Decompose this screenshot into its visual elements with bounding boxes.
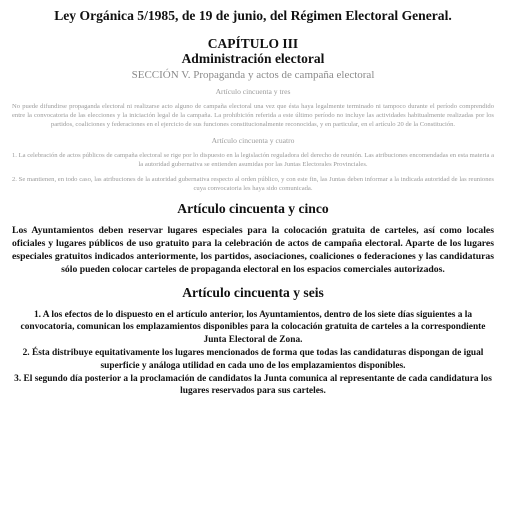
article-53-paragraph: No puede difundirse propaganda electoral ni realizarse acto alguno de campaña electoral una vez que ésta haya legalmente terminado ni tampoco durante el período comprendido entre la convocatoria de las elecciones y la iniciación legal de la campaña. La prohibición referida a este último período no incluye las actividades habitualmente realizadas por los partidos, coaliciones y federaciones en el ejercicio de sus funciones constitucionalmente reconocidas, y en particular, en el artículo 20 de la Constitución. bbox=[12, 103, 494, 129]
article-56-title: Artículo cincuenta y seis bbox=[182, 284, 324, 300]
article-54-paragraph-1: 1. La celebración de actos públicos de campaña electoral se rige por lo dispuesto en la legislación reguladora del derecho de reunión. Las atribuciones encomendadas en esta materia a la autoridad gubernativa se entienden asumidas por las Juntas Electorales Provinciales. bbox=[12, 151, 494, 168]
article-56-item-3: 3. El segundo día posterior a la proclamación de candidatos la Junta comunica al representante de cada candidatura los lugares reservados para sus carteles. bbox=[14, 373, 492, 397]
article-56-item-2: 2. Ésta distribuye equitativamente los lugares mencionados de forma que todas las candidaturas dispongan de igual superficie y análoga utilidad en cada uno de los emplazamientos disponibles. bbox=[22, 348, 484, 371]
article-55-text: Los Ayuntamientos deben reservar lugares especiales para la colocación gratuita de carteles, así como locales oficiales y lugares públicos de uso gratuito para la celebración de actos de campaña electoral. Aparte de los lugares especiales gratuitos indicados anteriormente, los partidos, asociaciones, coaliciones o federaciones y las candidaturas sólo pueden colocar carteles de propaganda electoral en los espacios comerciales autorizados. bbox=[12, 225, 494, 275]
article-53-title: Artículo cincuenta y tres bbox=[215, 87, 291, 96]
chapter-subtitle: Administración electoral bbox=[181, 51, 325, 66]
article-54-paragraph-2: 2. Se mantienen, en todo caso, las atribuciones de la autoridad gubernativa respecto al orden público, y con este fin, las Juntas deben informar a la indicada autoridad de las reuniones cuya convocatoria les haya sido comunicada. bbox=[12, 176, 494, 193]
article-55-title: Artículo cincuenta y cinco bbox=[177, 201, 329, 217]
section-heading: SECCIÓN V. Propaganda y actos de campaña electoral bbox=[131, 69, 375, 81]
article-54-title: Artículo cincuenta y cuatro bbox=[211, 135, 295, 145]
law-title: Ley Orgánica 5/1985, de 19 de junio, del Régimen Electoral General. bbox=[54, 8, 452, 23]
chapter-heading: CAPÍTULO III bbox=[207, 36, 299, 51]
article-56-item-1: 1. A los efectos de lo dispuesto en el artículo anterior, los Ayuntamientos, dentro de los siete días siguientes a la convocatoria, comunican los emplazamientos disponibles para la colocación gratuita de carteles a la correspondiente Junta Electoral de Zona. bbox=[20, 309, 486, 346]
